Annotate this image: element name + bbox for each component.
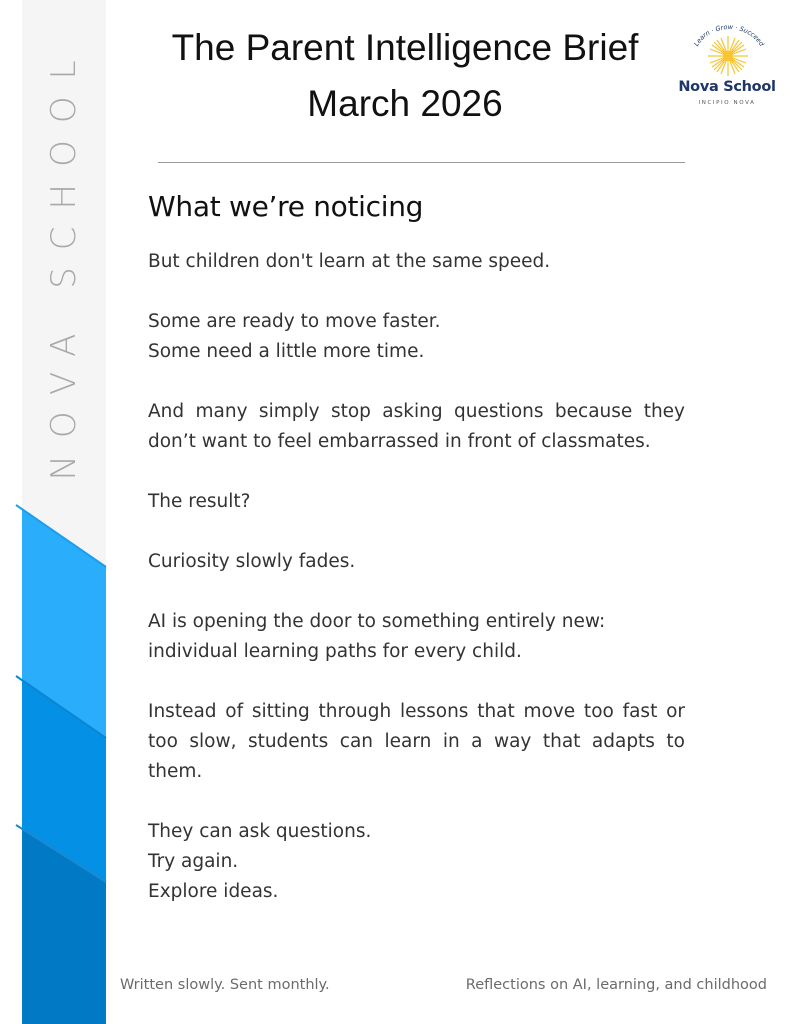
paragraph: Curiosity slowly fades. — [148, 551, 356, 572]
newsletter-date: March 2026 — [307, 83, 503, 124]
footer-left-text: Written slowly. Sent monthly. — [120, 977, 330, 993]
newsletter-title: The Parent Intelligence Brief — [171, 27, 639, 68]
paragraph: The result? — [148, 491, 251, 512]
paragraph: Some are ready to move faster. Some need a little more time. — [148, 311, 441, 362]
section-heading: What we’re noticing — [148, 190, 424, 223]
sidebar-stripes — [0, 0, 110, 1024]
footer-right-text: Reflections on AI, learning, and childhood — [465, 977, 767, 993]
paragraph: They can ask questions. Try again. Explore ideas. — [148, 821, 372, 902]
paragraph: And many simply stop asking questions because they don’t want to feel embarrassed in front of classmates. — [148, 401, 685, 452]
paragraph: But children don't learn at the same speed. — [148, 251, 551, 272]
nova-school-logo — [672, 22, 782, 117]
sun-burst-icon — [672, 22, 782, 82]
svg-text:Learn · Grow · Succeed: Learn · Grow · Succeed — [692, 23, 766, 48]
paragraph: Instead of sitting through lessons that move too fast or too slow, students can learn in a way that adapts to them. — [148, 701, 685, 782]
logo-school-name: Nova School — [678, 79, 776, 95]
header-divider — [158, 162, 685, 163]
sidebar-vertical-text: NOVA SCHOOL — [44, 43, 84, 481]
paragraph: AI is opening the door to something entirely new: individual learning paths for every child. — [148, 611, 606, 662]
section-body — [148, 247, 685, 937]
logo-motto: INCIPIO NOVA — [698, 100, 756, 106]
